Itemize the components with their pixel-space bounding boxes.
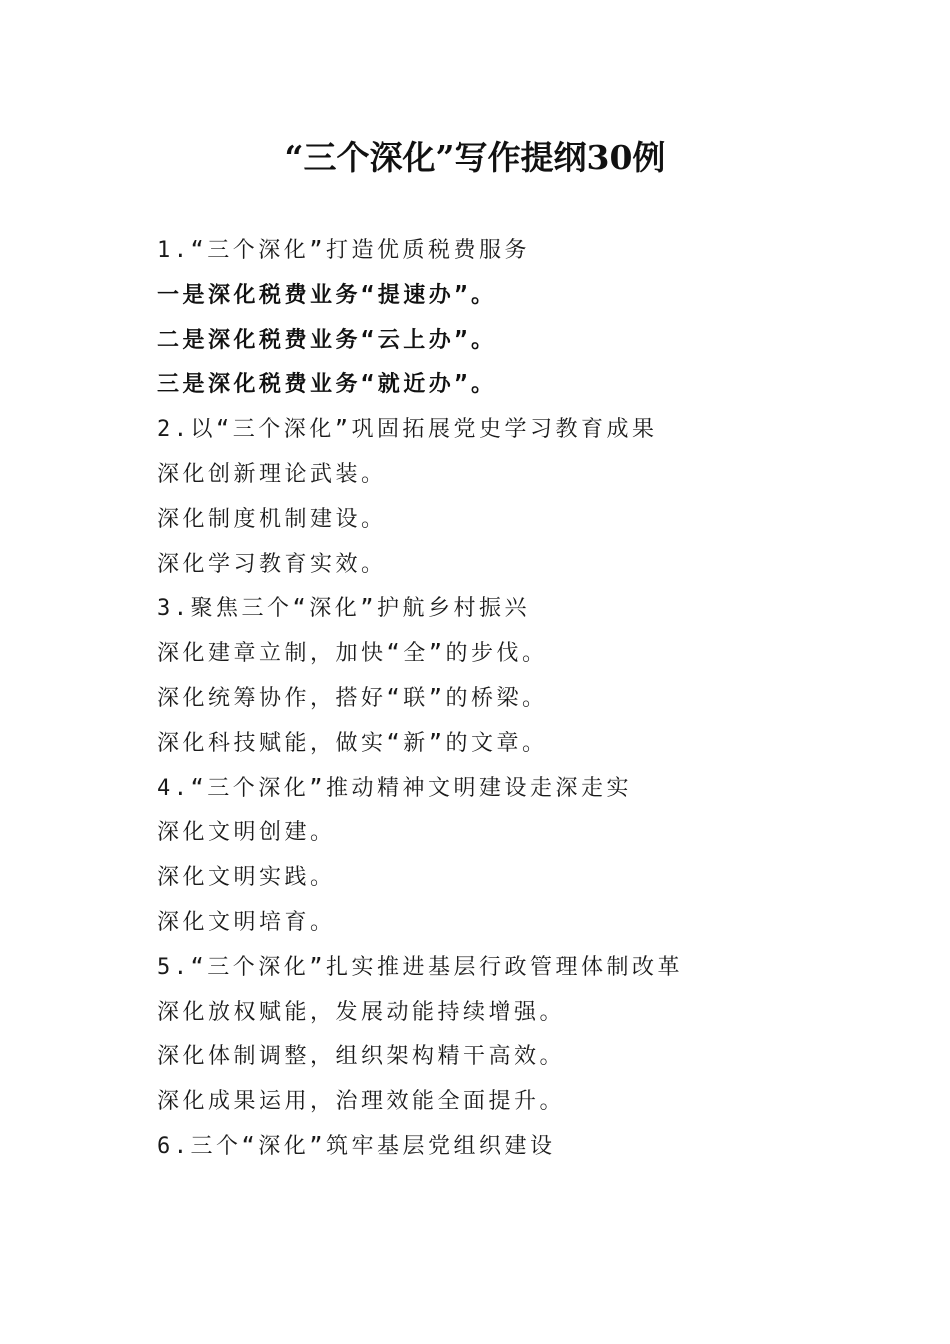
body-line: 深化统筹协作，搭好“联”的桥梁。	[157, 685, 548, 711]
body-line: 深化制度机制建设。	[157, 506, 387, 532]
section-heading-1: 1.“三个深化”打造优质税费服务	[157, 238, 530, 263]
section-heading-2: 2.以“三个深化”巩固拓展党史学习教育成果	[157, 417, 658, 443]
body-line: 深化成果运用，治理效能全面提升。	[157, 1089, 566, 1115]
body-line: 深化科技赋能，做实“新”的文章。	[157, 730, 548, 756]
section-heading-3: 3.聚焦三个“深化”护航乡村振兴	[157, 596, 530, 622]
body-line: 二是深化税费业务“云上办”。	[157, 327, 497, 353]
body-line: 三是深化税费业务“就近办”。	[157, 372, 497, 398]
section-heading-5: 5.“三个深化”扎实推进基层行政管理体制改革	[157, 954, 683, 980]
body-line: 深化文明培育。	[157, 909, 336, 935]
document-title: “三个深化”写作提纲30例	[284, 138, 666, 177]
document-body	[157, 229, 857, 1170]
body-line: 深化文明实践。	[157, 865, 336, 891]
body-line: 深化学习教育实效。	[157, 551, 387, 577]
section-heading-4: 4.“三个深化”推动精神文明建设走深走实	[157, 775, 632, 801]
body-line: 深化体制调整，组织架构精干高效。	[157, 1044, 566, 1070]
body-line: 一是深化税费业务“提速办”。	[157, 282, 497, 308]
section-heading-6: 6.三个“深化”筑牢基层党组织建设	[157, 1133, 556, 1159]
body-line: 深化建章立制，加快“全”的步伐。	[157, 641, 548, 667]
body-line: 深化放权赋能，发展动能持续增强。	[157, 999, 566, 1025]
body-line: 深化文明创建。	[157, 820, 336, 846]
body-line: 深化创新理论武装。	[157, 461, 387, 487]
